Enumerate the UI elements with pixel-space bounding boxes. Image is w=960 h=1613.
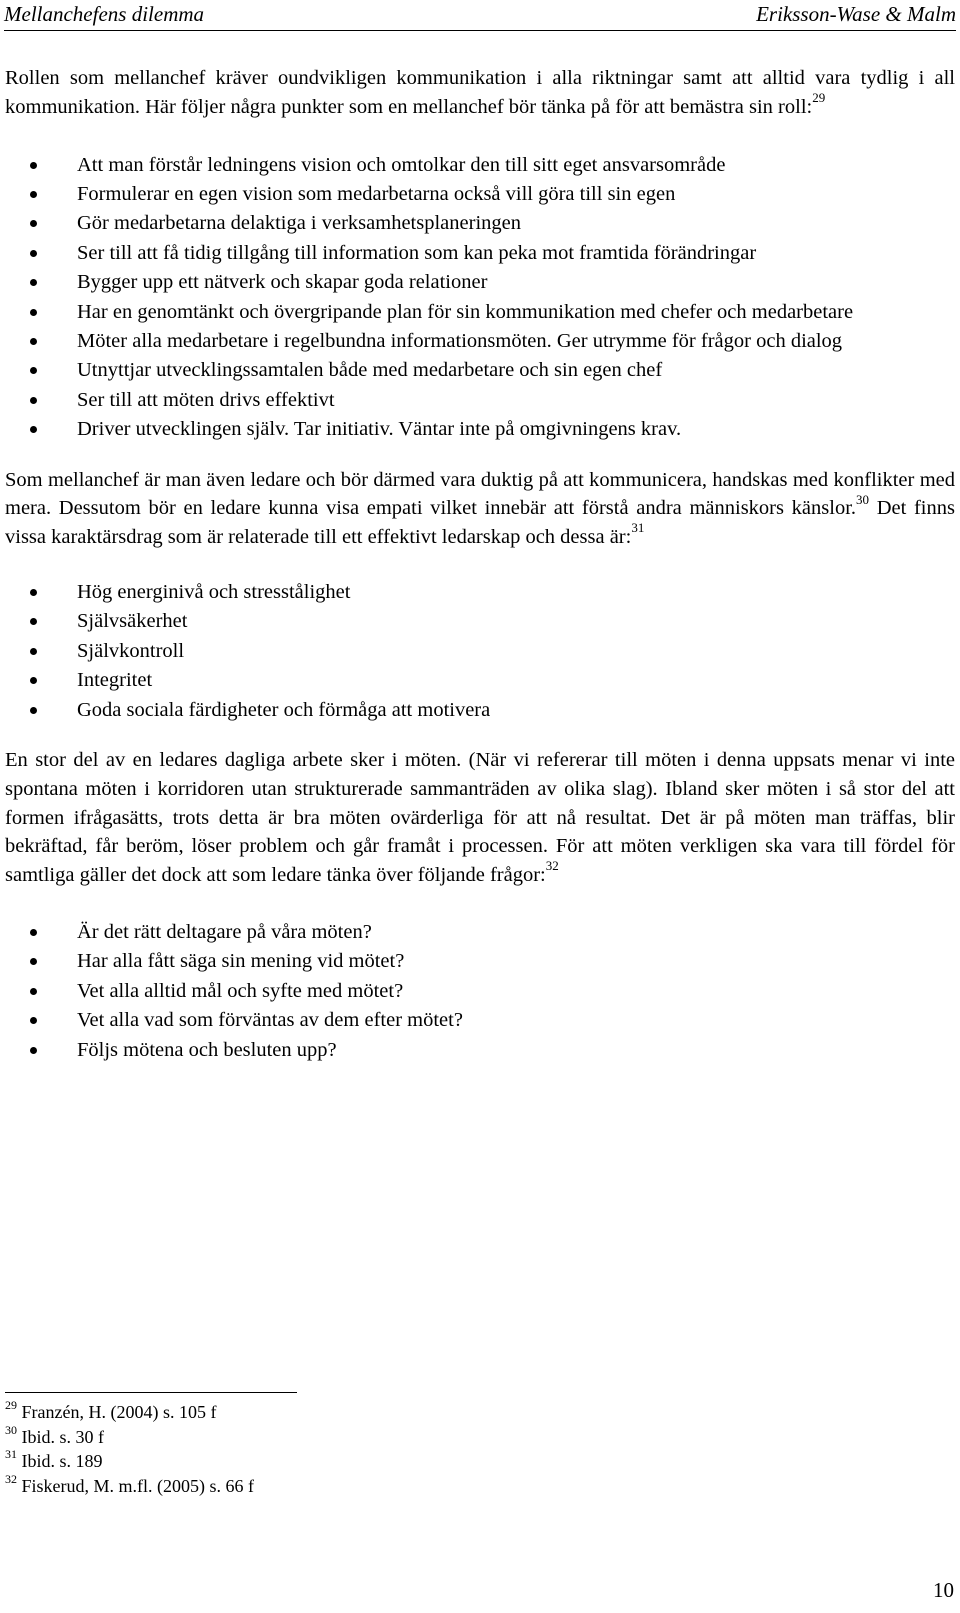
list-item: Vet alla alltid mål och syfte med mötet?: [5, 977, 955, 1006]
footnote-ref-30: 30: [856, 491, 870, 507]
list-item: Driver utvecklingen själv. Tar initiativ. Väntar inte på omgivningens krav.: [5, 415, 955, 444]
list-item: Hög energinivå och stresstålighet: [5, 578, 955, 607]
footnote: [5, 1449, 405, 1474]
paragraph-3-text: En stor del av en ledares dagliga arbete sker i möten. (När vi refererar till möten i denna uppsats menar vi inte spontana möten i korridoren utan strukturerade sammanträden av olika slag). Ibland sker möten i så stor del att formen ifrågasätts, trots detta är bra möten ovärderliga för att nå resultat. Det är på möten man träffas, blir bekräftad, får beröm, löser problem och går framåt i processen. För att möten verkligen ska vara till fördel för samtliga gäller det dock att som ledare tänka över följande frågor:: [5, 749, 955, 887]
list-item: Självsäkerhet: [5, 607, 955, 636]
list-item: Utnyttjar utvecklingssamtalen både med medarbetare och sin egen chef: [5, 356, 955, 385]
paragraph-3: [5, 746, 955, 890]
footnote: [5, 1471, 405, 1499]
list-item: Ser till att få tidig tillgång till information som kan peka mot framtida förändringar: [5, 239, 955, 268]
paragraph-2-text-b: Det finns vissa karaktärsdrag som är relaterade till ett effektivt ledarskap och dessa är:: [5, 497, 955, 549]
list-item: Formulerar en egen vision som medarbetarna också vill göra till sin egen: [5, 180, 955, 209]
footnote-ref-31: 31: [631, 520, 645, 536]
list-item: Ser till att möten drivs effektivt: [5, 386, 955, 415]
list-item: Att man förstår ledningens vision och omtolkar den till sitt eget ansvarsområde: [5, 151, 955, 180]
footnote-text: Ibid. s. 189: [21, 1451, 103, 1471]
list-item: Gör medarbetarna delaktiga i verksamhetsplaneringen: [5, 209, 955, 238]
page-number: 10: [933, 1578, 954, 1602]
footnote-ref-32: 32: [545, 858, 559, 874]
footnote-number: 29: [5, 1398, 17, 1412]
document-title: Mellanchefens dilemma: [4, 2, 205, 26]
meeting-questions-list: [5, 918, 955, 1065]
paragraph-2: [5, 466, 955, 552]
footnote-ref-29: 29: [812, 89, 826, 105]
footnote-text: Franzén, H. (2004) s. 105 f: [21, 1402, 217, 1422]
footnote-text: Ibid. s. 30 f: [21, 1426, 104, 1447]
footnote-number: 32: [5, 1471, 17, 1486]
list-item: Följs mötena och besluten upp?: [5, 1036, 955, 1065]
footnotes: [5, 1392, 405, 1498]
running-header: [4, 0, 956, 31]
list-item: Har en genomtänkt och övergripande plan för sin kommunikation med chefer och medarbetare: [5, 298, 955, 327]
list-item: Möter alla medarbetare i regelbundna informationsmöten. Ger utrymme för frågor och dialog: [5, 327, 955, 356]
footnote-text: Fiskerud, M. m.fl. (2005) s. 66 f: [21, 1475, 254, 1496]
footnote-separator: [5, 1392, 297, 1393]
list-item: Självkontroll: [5, 637, 955, 666]
paragraph-1: [5, 64, 955, 122]
list-item: Har alla fått säga sin mening vid mötet?: [5, 947, 955, 976]
middle-manager-tips-list: [5, 151, 955, 445]
list-item: Är det rätt deltagare på våra möten?: [5, 918, 955, 947]
page-body: [5, 64, 955, 1065]
footnote-number: 30: [5, 1422, 17, 1437]
list-item: Bygger upp ett nätverk och skapar goda relationer: [5, 268, 955, 297]
list-item: Goda sociala färdigheter och förmåga att motivera: [5, 696, 955, 725]
list-item: Integritet: [5, 666, 955, 695]
document-authors: Eriksson-Wase & Malm: [756, 2, 956, 26]
paragraph-1-text: Rollen som mellanchef kräver oundvikligen kommunikation i alla riktningar samt att alltid vara tydlig i all kommunikation. Här följer några punkter som en mellanchef bör tänka på för att bemästra sin roll:: [5, 67, 955, 118]
footnote: [5, 1422, 405, 1450]
paragraph-2-text-a: Som mellanchef är man även ledare och bör därmed vara duktig på att kommunicera, handskas med konflikter med mera. Dessutom bör en ledare kunna visa empati vilket innebär att förstå andra människors känslor.: [5, 468, 955, 520]
footnote: [5, 1400, 405, 1425]
leadership-traits-list: [5, 578, 955, 725]
list-item: Vet alla vad som förväntas av dem efter mötet?: [5, 1006, 955, 1035]
footnote-number: 31: [5, 1447, 17, 1461]
